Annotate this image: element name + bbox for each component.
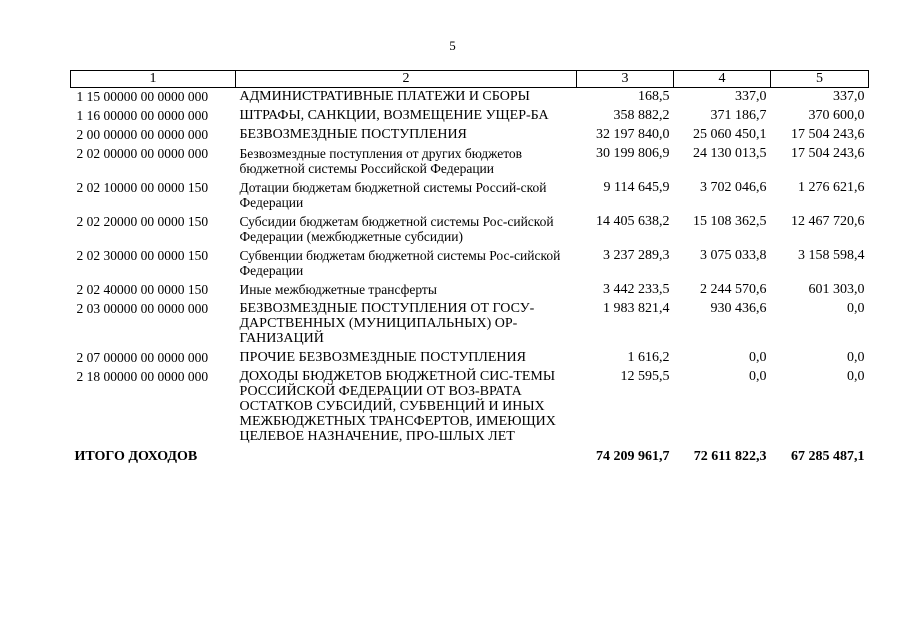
row-code: 2 02 30000 00 0000 150 (76, 248, 209, 263)
row-code: 2 02 40000 00 0000 150 (76, 282, 209, 297)
table-row (71, 126, 869, 145)
row-value-col4: 15 108 362,5 (693, 214, 767, 229)
total-row (71, 447, 869, 467)
row-name: АДМИНИСТРАТИВНЫЕ ПЛАТЕЖИ И СБОРЫ (239, 89, 530, 104)
row-value-col3: 1 616,2 (627, 350, 670, 365)
row-code: 2 02 10000 00 0000 150 (76, 180, 209, 195)
table-row (71, 368, 869, 447)
table-row (71, 88, 869, 108)
row-value-col5: 0,0 (847, 301, 865, 316)
row-code: 1 15 00000 00 0000 000 (76, 89, 209, 104)
table-header (71, 71, 869, 88)
row-code: 2 18 00000 00 0000 000 (76, 369, 209, 384)
page-number: 5 (449, 38, 456, 53)
row-name: ДОХОДЫ БЮДЖЕТОВ БЮДЖЕТНОЙ СИС-ТЕМЫ РОССИЙСКОЙ ФЕДЕРАЦИИ ОТ ВОЗ-ВРАТА ОСТАТКОВ СУБСИДИЙ, СУБВЕНЦИЙ И ИНЫХ МЕЖБЮДЖЕТНЫХ ТРАНСФЕРТОВ, ИМЕЮЩИХ ЦЕЛЕВОЕ НАЗНАЧЕНИЕ, ПРО-ШЛЫХ ЛЕТ (239, 369, 556, 444)
row-name: ШТРАФЫ, САНКЦИИ, ВОЗМЕЩЕНИЕ УЩЕР-БА (239, 108, 549, 123)
row-value-col4: 0,0 (749, 369, 767, 384)
row-value-col3: 3 442 233,5 (603, 282, 670, 297)
row-code: 2 00 00000 00 0000 000 (76, 127, 209, 142)
header-row (71, 71, 869, 88)
row-value-col3: 32 197 840,0 (596, 127, 670, 142)
table-row (71, 349, 869, 368)
row-value-col4: 0,0 (749, 350, 767, 365)
header-col-4: 4 (674, 71, 771, 88)
table-row (71, 179, 869, 213)
row-value-col5: 17 504 243,6 (791, 146, 865, 161)
row-code: 2 02 00000 00 0000 000 (76, 146, 209, 161)
row-value-col4: 3 075 033,8 (700, 248, 767, 263)
row-value-col3: 3 237 289,3 (603, 248, 670, 263)
row-value-col3: 14 405 638,2 (596, 214, 670, 229)
row-name: БЕЗВОЗМЕЗДНЫЕ ПОСТУПЛЕНИЯ ОТ ГОСУ-ДАРСТВЕННЫХ (МУНИЦИПАЛЬНЫХ) ОР-ГАНИЗАЦИЙ (239, 301, 535, 346)
revenue-table (70, 70, 869, 467)
row-value-col4: 24 130 013,5 (693, 146, 767, 161)
table-body (71, 88, 869, 468)
header-col-3: 3 (577, 71, 674, 88)
row-code: 2 02 20000 00 0000 150 (76, 214, 209, 229)
row-name: Субвенции бюджетам бюджетной системы Рос-сийской Федерации (239, 248, 561, 278)
row-value-col4: 371 186,7 (710, 108, 767, 123)
row-code: 2 07 00000 00 0000 000 (76, 350, 209, 365)
row-value-col3: 12 595,5 (620, 369, 670, 384)
row-value-col4: 930 436,6 (710, 301, 767, 316)
row-value-col4: 25 060 450,1 (693, 127, 767, 142)
row-value-col3: 168,5 (638, 89, 670, 104)
row-value-col3: 358 882,2 (613, 108, 670, 123)
total-value-col3: 74 209 961,7 (596, 449, 670, 464)
row-value-col4: 337,0 (735, 89, 767, 104)
row-value-col5: 0,0 (847, 350, 865, 365)
total-value-col5: 67 285 487,1 (791, 449, 865, 464)
row-value-col5: 0,0 (847, 369, 865, 384)
row-name: Дотации бюджетам бюджетной системы Россий-ской Федерации (239, 180, 547, 210)
row-value-col3: 30 199 806,9 (596, 146, 670, 161)
total-value-col4: 72 611 822,3 (693, 449, 767, 464)
row-value-col3: 9 114 645,9 (603, 180, 670, 195)
row-name: ПРОЧИЕ БЕЗВОЗМЕЗДНЫЕ ПОСТУПЛЕНИЯ (239, 350, 526, 365)
row-name: Иные межбюджетные трансферты (239, 282, 437, 297)
row-value-col4: 2 244 570,6 (700, 282, 767, 297)
row-value-col4: 3 702 046,6 (700, 180, 767, 195)
table-row (71, 213, 869, 247)
table-row (71, 300, 869, 349)
row-code: 1 16 00000 00 0000 000 (76, 108, 209, 123)
row-value-col5: 370 600,0 (808, 108, 865, 123)
row-code: 2 03 00000 00 0000 000 (76, 301, 209, 316)
row-name: БЕЗВОЗМЕЗДНЫЕ ПОСТУПЛЕНИЯ (239, 127, 467, 142)
row-name: Субсидии бюджетам бюджетной системы Рос-сийской Федерации (межбюджетные субсидии) (239, 214, 554, 244)
row-value-col5: 337,0 (833, 89, 865, 104)
row-value-col5: 12 467 720,6 (791, 214, 865, 229)
header-col-5: 5 (771, 71, 869, 88)
header-col-2: 2 (236, 71, 577, 88)
row-value-col5: 17 504 243,6 (791, 127, 865, 142)
row-value-col5: 3 158 598,4 (798, 248, 865, 263)
header-col-1: 1 (71, 71, 236, 88)
row-name: Безвозмездные поступления от других бюджетов бюджетной системы Российской Федерации (239, 146, 523, 176)
table-row (71, 247, 869, 281)
row-value-col5: 1 276 621,6 (798, 180, 865, 195)
table-row (71, 145, 869, 179)
total-label: ИТОГО ДОХОДОВ (74, 449, 198, 464)
row-value-col5: 601 303,0 (808, 282, 865, 297)
table-row (71, 281, 869, 300)
table-row (71, 107, 869, 126)
row-value-col3: 1 983 821,4 (603, 301, 670, 316)
